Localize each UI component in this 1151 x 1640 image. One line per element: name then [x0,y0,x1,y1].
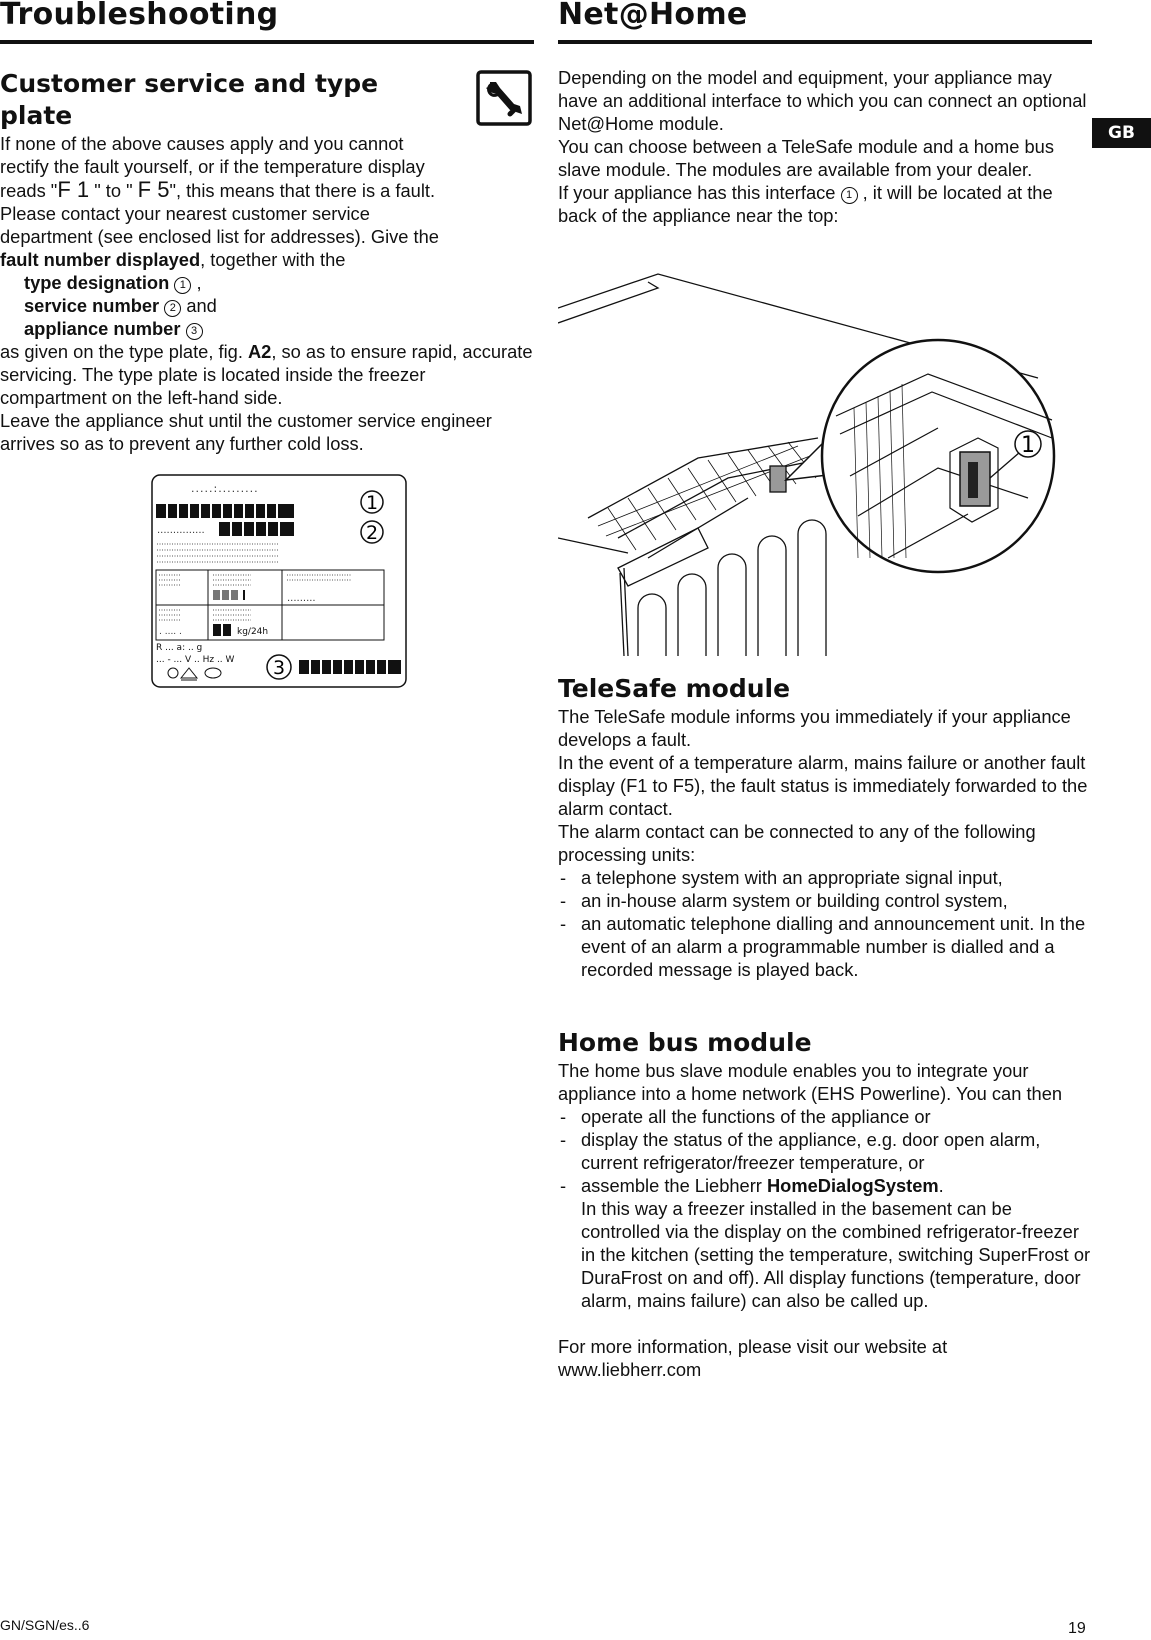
home-bus-paragraph: The home bus slave module enables you to integrate your appliance into a home network (EHS Powerline). You can then [558,1060,1063,1104]
intro-paragraph-1: Depending on the model and equipment, your appliance may have an additional interface to which you can connect an optional Net@Home module. [558,67,1087,134]
svg-text:.....:.........: .....:......... [191,482,259,495]
home-bus-list [558,1105,1092,1312]
language-tab-gb: GB [1092,118,1151,148]
right-column [558,0,1092,1381]
figure-marker-1: 1 [1021,433,1035,458]
plate-line-r: R ... a: .. g [156,643,203,653]
plate-unit-kg: kg/24h [237,627,269,637]
more-info-paragraph: For more information, please visit our website at www.liebherr.com [558,1336,948,1380]
telesafe-paragraph-1: The TeleSafe module informs you immediately if your appliance develops a fault. [558,706,1071,750]
list-item: - operate all the functions of the appliance or [558,1105,1092,1128]
home-bus-heading: Home bus module [558,1028,812,1057]
svg-text:. .... .: . .... . [159,627,182,637]
svg-text:.........: ......... [287,593,316,604]
type-plate-paragraph: as given on the type plate, fig. A2, so as to ensure rapid, accurate servicing. The type plate is located inside the freezer compartment on the left-hand side. [0,341,533,408]
list-item: - display the status of the appliance, e.g. door open alarm, current refrigerator/freezer temperature, or [558,1128,1092,1174]
left-column [0,0,534,455]
interface-marker: 1 [841,187,858,204]
type-designation-line: type designation 1 , [24,272,202,293]
troubleshooting-heading: Troubleshooting [0,0,534,44]
marker-2: 2 [164,300,181,317]
telesafe-paragraph-2: In the event of a temperature alarm, mains failure or another fault display (F1 to F5), the fault status is immediately forwarded to the alarm contact. [558,752,1088,819]
list-item: - a telephone system with an appropriate signal input, [558,866,1092,889]
telesafe-list [558,866,1092,981]
plate-line-v: ... - ... V .. Hz .. W [156,655,235,665]
shut-appliance-paragraph: Leave the appliance shut until the customer service engineer arrives so as to prevent any further cold loss. [0,410,492,454]
intro-paragraph-2: You can choose between a TeleSafe module and a home bus slave module. The modules are available from your dealer. [558,136,1054,180]
type-plate-figure [151,474,407,688]
plate-marker-1: 1 [365,492,379,514]
telesafe-heading: TeleSafe module [558,674,791,703]
marker-1: 1 [174,277,191,294]
page-number: 19 [1068,1620,1086,1637]
telesafe-paragraph-3: The alarm contact can be connected to any of the following processing units: [558,821,1036,865]
footer-code: GN/SGN/es..6 [0,1617,90,1633]
home-dialog-system-text: HomeDialogSystem [766,1175,939,1196]
appliance-back-illustration [558,268,1078,656]
figure-reference: A2 [247,341,272,362]
service-number-line: service number 2 and [24,295,217,316]
list-item: - an automatic telephone dialling and announcement unit. In the event of an alarm a programmable number is dialled and a recorded message is played back. [558,912,1092,981]
net-home-heading: Net@Home [558,0,1092,44]
svg-text:...............: ............... [157,525,205,536]
list-item: - assemble the Liebherr HomeDialogSystem. In this way a freezer installed in the basement can be controlled via the display on the combined refrigerator-freezer in the kitchen (setting the temperature, switching SuperFrost or DuraFrost on and off). All display functions (temperature, door alarm, mains failure) can also be called up. [558,1174,1092,1312]
wrench-icon [476,70,532,126]
plate-marker-2: 2 [365,522,379,544]
marker-3: 3 [186,323,203,340]
intro-paragraph-3: If your appliance has this interface 1 , it will be located at the back of the appliance near the top: [558,182,1053,226]
list-item: - an in-house alarm system or building control system, [558,889,1092,912]
plate-marker-3: 3 [272,657,286,679]
customer-service-heading: Customer service and type plate [0,69,379,130]
appliance-number-line: appliance number 3 [0,317,534,340]
fault-paragraph: If none of the above causes apply and you cannot rectify the fault yourself, or if the temperature display reads "F 1 " to " F 5", this means that there is a fault. Please contact your nearest customer service department (see enclosed list for addresses). Give the fault number displayed, together with the [0,133,439,270]
fault-number-text: fault number displayed [0,249,201,270]
